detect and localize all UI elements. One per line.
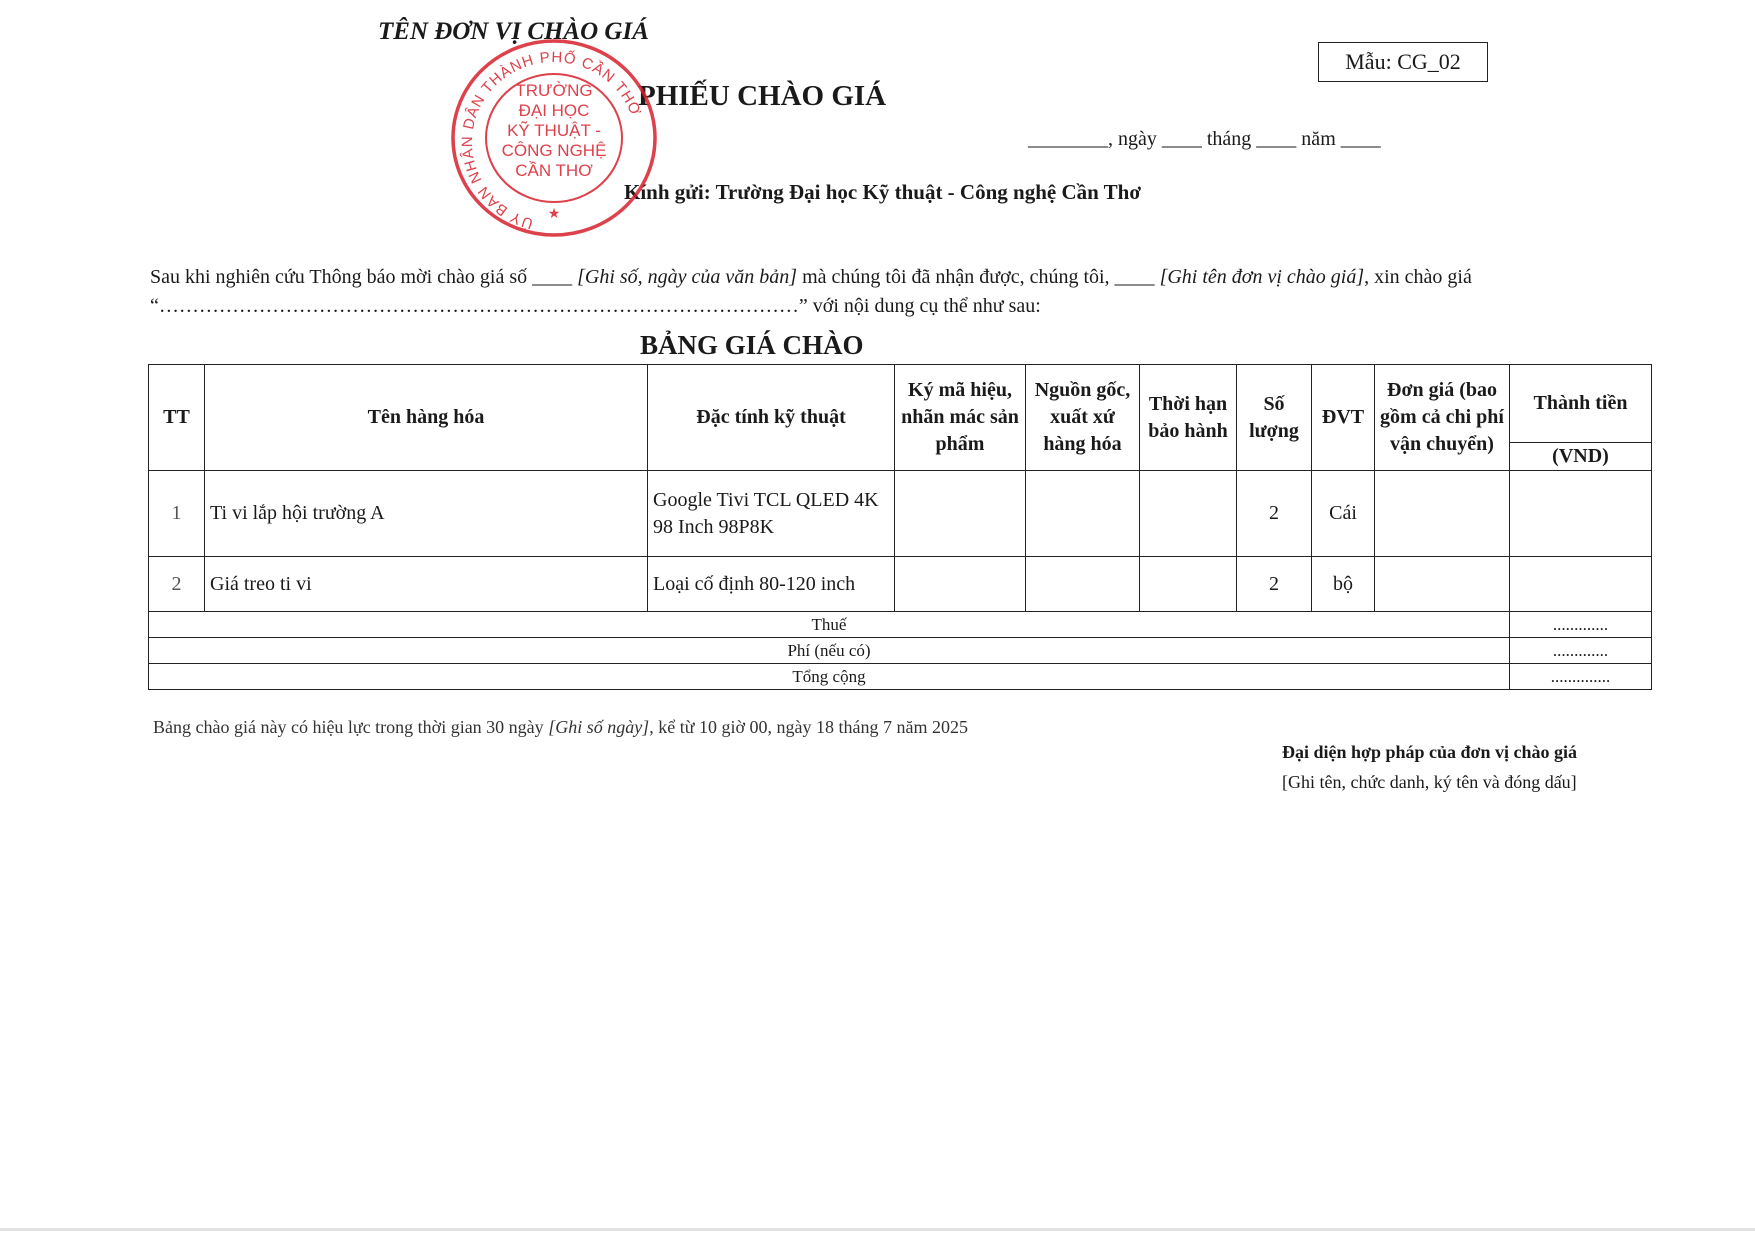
summary-label-fee: Phí (nếu có) (149, 638, 1510, 664)
header-unit: ĐVT (1312, 365, 1375, 471)
header-spec: Đặc tính kỹ thuật (648, 365, 895, 471)
cell-quantity: 2 (1237, 557, 1312, 612)
intro-hint-document: [Ghi số, ngày của văn bản] (577, 266, 798, 288)
org-heading: TÊN ĐƠN VỊ CHÀO GIÁ (378, 18, 649, 45)
cell-brand (895, 557, 1026, 612)
summary-value-tax: ............. (1510, 612, 1652, 638)
signature-note: [Ghi tên, chức danh, ký tên và đóng dấu] (1282, 772, 1577, 792)
cell-item-name: Giá treo ti vi (205, 557, 648, 612)
validity-text-1: Bảng chào giá này có hiệu lực trong thời gian 30 ngày (153, 717, 549, 737)
header-total: Thành tiền (1510, 365, 1652, 443)
form-code-box: Mẫu: CG_02 (1318, 42, 1488, 82)
official-stamp (446, 36, 662, 240)
cell-spec: Google Tivi TCL QLED 4K 98 Inch 98P8K (648, 471, 895, 557)
scan-bottom-edge (0, 1228, 1755, 1231)
header-quantity: Số lượng (1237, 365, 1312, 471)
cell-unit: Cái (1312, 471, 1375, 557)
summary-label-total: Tổng cộng (149, 664, 1510, 690)
cell-total (1510, 471, 1652, 557)
cell-brand (895, 471, 1026, 557)
table-row (149, 557, 1652, 612)
signature-title: Đại diện hợp pháp của đơn vị chào giá (1282, 742, 1578, 762)
cell-unit-price (1375, 557, 1510, 612)
cell-quantity: 2 (1237, 471, 1312, 557)
document-title: PHIẾU CHÀO GIÁ (638, 80, 887, 112)
intro-paragraph (150, 263, 1630, 321)
price-table (148, 364, 1652, 690)
table-header-row (149, 365, 1652, 443)
intro-text-3: , xin chào giá (1364, 266, 1472, 288)
header-unit-price: Đơn giá (bao gồm cả chi phí vận chuyển) (1375, 365, 1510, 471)
summary-row-tax (149, 612, 1652, 638)
cell-tt: 1 (149, 471, 205, 557)
cell-unit: bộ (1312, 557, 1375, 612)
summary-row-fee (149, 638, 1652, 664)
stamp-line-3: KỸ THUẬT - (507, 121, 601, 140)
stamp-star-icon: ★ (547, 207, 561, 222)
intro-text-1: Sau khi nghiên cứu Thông báo mời chào giá số ____ (150, 266, 578, 288)
intro-text-line2: “……………………………………………………………………………………” với nội dung cụ thể như sau: (150, 295, 1041, 317)
recipient-line: Kính gửi: Trường Đại học Kỹ thuật - Công nghệ Cần Thơ (624, 180, 1141, 204)
header-currency: (VND) (1510, 443, 1652, 471)
stamp-line-4: CÔNG NGHỆ (501, 141, 607, 160)
cell-warranty (1140, 557, 1237, 612)
header-brand: Ký mã hiệu, nhãn mác sản phẩm (895, 365, 1026, 471)
header-tt: TT (149, 365, 205, 471)
validity-text-2: , kể từ 10 giờ 00, ngày 18 tháng 7 năm 2025 (649, 717, 968, 737)
cell-spec: Loại cố định 80-120 inch (648, 557, 895, 612)
date-line: ________, ngày ____ tháng ____ năm ____ (1028, 128, 1381, 150)
table-title: BẢNG GIÁ CHÀO (640, 330, 864, 360)
cell-unit-price (1375, 471, 1510, 557)
intro-hint-bidder: [Ghi tên đơn vị chào giá] (1159, 266, 1365, 288)
summary-value-fee: ............. (1510, 638, 1652, 664)
header-warranty: Thời hạn bảo hành (1140, 365, 1237, 471)
summary-label-tax: Thuế (149, 612, 1510, 638)
cell-total (1510, 557, 1652, 612)
cell-tt: 2 (149, 557, 205, 612)
validity-hint-days: [Ghi số ngày] (548, 717, 650, 737)
validity-statement (153, 717, 968, 738)
summary-value-total: .............. (1510, 664, 1652, 690)
summary-row-total (149, 664, 1652, 690)
cell-warranty (1140, 471, 1237, 557)
cell-origin (1026, 471, 1140, 557)
cell-origin (1026, 557, 1140, 612)
stamp-line-2: ĐẠI HỌC (518, 101, 590, 120)
header-item-name: Tên hàng hóa (205, 365, 648, 471)
header-origin: Nguồn gốc, xuất xứ hàng hóa (1026, 365, 1140, 471)
table-row (149, 471, 1652, 557)
stamp-outer-text: ỦY BAN NHÂN DÂN THÀNH PHỐ CẦN THƠ (459, 48, 645, 233)
stamp-line-1: TRƯỜNG (515, 81, 593, 100)
cell-item-name: Ti vi lắp hội trường A (205, 471, 648, 557)
stamp-line-5: CẦN THƠ (515, 161, 593, 180)
intro-text-2: mà chúng tôi đã nhận được, chúng tôi, ____ (797, 266, 1160, 288)
